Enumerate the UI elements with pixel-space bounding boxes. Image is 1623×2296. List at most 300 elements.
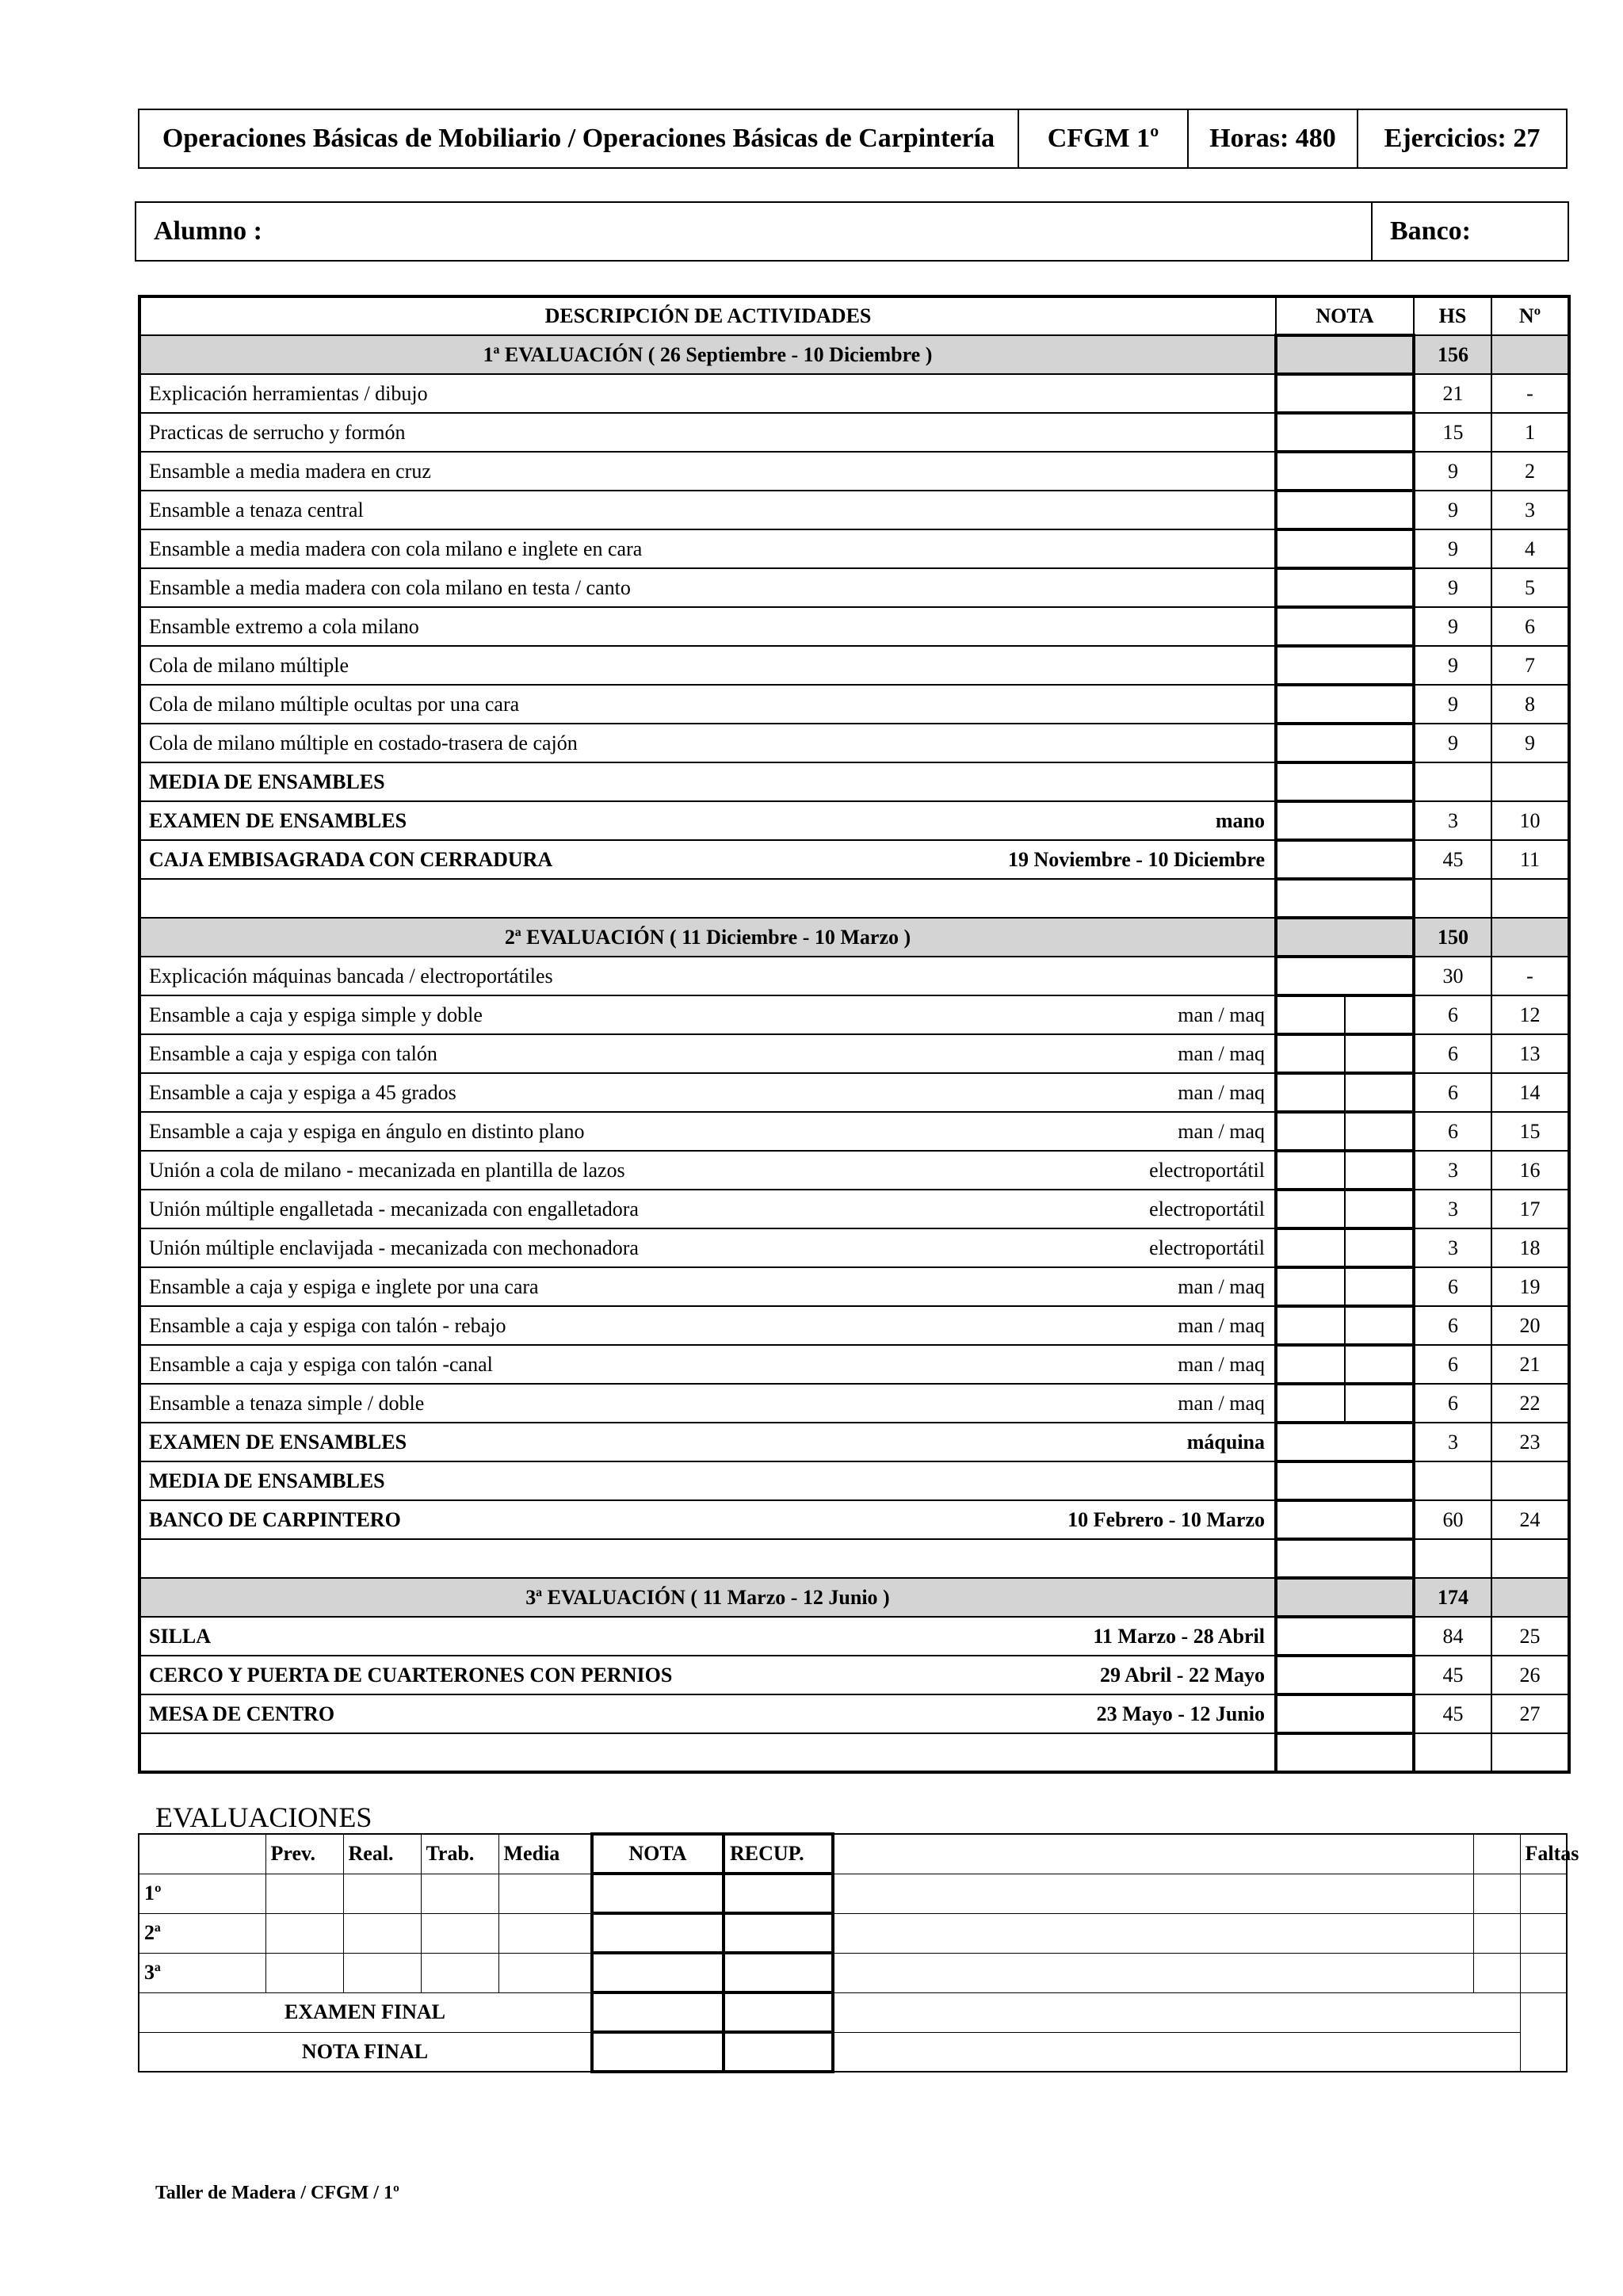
exercise-number: 1 <box>1491 413 1569 452</box>
hours-value: 60 <box>1414 1500 1491 1539</box>
activity-description: Ensamble a media madera con cola milano en testa / canto <box>149 575 631 599</box>
nota-input[interactable] <box>1276 1267 1414 1306</box>
nota-input[interactable] <box>1276 491 1414 529</box>
blank-cell <box>833 1834 1473 1874</box>
grade-input[interactable] <box>421 1953 498 1992</box>
nota-input[interactable] <box>1276 879 1414 918</box>
nota-input[interactable] <box>1276 374 1414 413</box>
hours-value: 84 <box>1414 1617 1491 1656</box>
hours-value: 6 <box>1414 1112 1491 1151</box>
nota-final-row <box>139 2032 1567 2072</box>
nota-machine-input[interactable] <box>1344 1308 1412 1343</box>
blank-cell <box>1491 879 1569 918</box>
nota-input[interactable] <box>1276 1694 1414 1733</box>
activity-description: Ensamble a caja y espiga en ángulo en distinto plano <box>149 1119 585 1143</box>
exercise-number: 8 <box>1491 685 1569 724</box>
nota-machine-input[interactable] <box>1344 1152 1412 1188</box>
grade-input[interactable] <box>421 1874 498 1913</box>
hours-value: 3 <box>1414 801 1491 840</box>
recup-input[interactable] <box>724 1953 833 1992</box>
activity-note: 10 Febrero - 10 Marzo <box>1067 1507 1265 1531</box>
activity-description: Ensamble extremo a cola milano <box>149 614 419 638</box>
column-header: Real. <box>343 1834 421 1874</box>
activity-note: 11 Marzo - 28 Abril <box>1093 1624 1265 1648</box>
nota-input[interactable] <box>1276 452 1414 491</box>
exam-final-row <box>139 1992 1567 2032</box>
blank-cell <box>1473 1913 1520 1953</box>
blank-cell <box>833 1913 1473 1953</box>
exercise-number: 3 <box>1491 491 1569 529</box>
activity-description: Ensamble a caja y espiga simple y doble <box>149 1003 483 1026</box>
nota-input[interactable] <box>1276 1306 1414 1345</box>
exercise-number: 14 <box>1491 1073 1569 1112</box>
activity-cell <box>139 1500 1276 1539</box>
activity-note: man / maq <box>1178 1003 1265 1026</box>
table-row <box>139 452 1569 491</box>
nota-input[interactable] <box>1276 1151 1414 1190</box>
exercise-number: 18 <box>1491 1228 1569 1267</box>
activity-note: man / maq <box>1178 1313 1265 1337</box>
nota-manual-input[interactable] <box>1277 1230 1344 1266</box>
evaluation-row <box>139 1578 1569 1617</box>
evaluation-title: 3ª EVALUACIÓN ( 11 Marzo - 12 Junio ) <box>139 1578 1276 1617</box>
hours-value: 3 <box>1414 1423 1491 1461</box>
nota-input[interactable] <box>592 1913 724 1953</box>
nota-input[interactable] <box>1276 801 1414 840</box>
nota-manual-input[interactable] <box>1277 1114 1344 1149</box>
grade-input[interactable] <box>498 1913 592 1953</box>
evaluation-num <box>1491 1578 1569 1617</box>
activity-note: electroportátil <box>1149 1158 1265 1182</box>
nota-manual-input[interactable] <box>1277 997 1344 1033</box>
hours-value: 9 <box>1414 452 1491 491</box>
table-row <box>139 724 1569 762</box>
activity-cell <box>139 1694 1276 1733</box>
activity-description: Explicación máquinas bancada / electroportátiles <box>149 964 553 988</box>
col-nota-header: NOTA <box>1276 296 1414 335</box>
exercise-number: 15 <box>1491 1112 1569 1151</box>
hours-value: 6 <box>1414 1073 1491 1112</box>
activity-cell <box>139 995 1276 1034</box>
course-title: Operaciones Básicas de Mobiliario / Operaciones Básicas de Carpintería <box>162 124 995 153</box>
hours-value: 9 <box>1414 685 1491 724</box>
nota-input[interactable] <box>1276 1345 1414 1384</box>
nota-input[interactable] <box>1276 1423 1414 1461</box>
table-row <box>139 607 1569 646</box>
activity-description: MEDIA DE ENSAMBLES <box>149 770 385 793</box>
grade-input[interactable] <box>265 1874 343 1913</box>
blank-cell <box>139 1539 1276 1578</box>
column-header: Faltas <box>1520 1834 1567 1874</box>
nota-input[interactable] <box>1276 1034 1414 1073</box>
exercise-number <box>1491 762 1569 801</box>
grade-input[interactable] <box>343 1953 421 1992</box>
activity-description: Cola de milano múltiple <box>149 653 349 677</box>
evaluaciones-table <box>138 1832 1579 2073</box>
nota-input[interactable] <box>1276 607 1414 646</box>
nota-input[interactable] <box>1276 918 1414 957</box>
activity-description: Unión múltiple enclavijada - mecanizada con mechonadora <box>149 1236 639 1259</box>
table-row <box>139 413 1569 452</box>
exercise-number: 19 <box>1491 1267 1569 1306</box>
blank-row <box>139 1539 1569 1578</box>
table-row <box>139 685 1569 724</box>
hours-value: 45 <box>1414 840 1491 879</box>
nota-input[interactable] <box>1276 1733 1414 1772</box>
hours-value: 45 <box>1414 1656 1491 1694</box>
activity-description: BANCO DE CARPINTERO <box>149 1507 401 1531</box>
activity-description: Ensamble a media madera con cola milano e inglete en cara <box>149 537 643 560</box>
nota-input[interactable] <box>1276 1461 1414 1500</box>
blank-cell <box>139 879 1276 918</box>
activity-cell <box>139 1267 1276 1306</box>
nota-input[interactable] <box>1276 646 1414 685</box>
table-row <box>139 1306 1569 1345</box>
evaluation-hours: 174 <box>1414 1578 1491 1617</box>
recup-input[interactable] <box>724 1874 833 1913</box>
nota-machine-input[interactable] <box>1344 1191 1412 1227</box>
evaluation-row <box>139 918 1569 957</box>
activity-note: electroportátil <box>1149 1236 1265 1259</box>
faltas-input[interactable] <box>1520 1913 1567 1953</box>
course-hours: Horas: 480 <box>1188 109 1358 168</box>
table-row <box>139 1345 1569 1384</box>
exercise-number: 9 <box>1491 724 1569 762</box>
blank-cell <box>1414 1733 1491 1772</box>
hours-value: 3 <box>1414 1190 1491 1228</box>
blank-cell <box>1473 1874 1520 1913</box>
nota-input[interactable] <box>1276 1384 1414 1423</box>
evaluation-grade-row <box>139 1913 1567 1953</box>
nota-input[interactable] <box>1276 1578 1414 1617</box>
blank-cell <box>1491 1733 1569 1772</box>
recup-input[interactable] <box>724 1992 833 2032</box>
table-header-row <box>139 296 1569 335</box>
hours-value: 21 <box>1414 374 1491 413</box>
activity-cell <box>139 1423 1276 1461</box>
exercise-number: 26 <box>1491 1656 1569 1694</box>
col-num-header: Nº <box>1491 296 1569 335</box>
blank-row <box>139 1733 1569 1772</box>
activity-cell <box>139 374 1276 413</box>
nota-machine-input[interactable] <box>1344 1036 1412 1072</box>
activity-cell <box>139 1656 1276 1694</box>
media-cell <box>139 1461 1276 1500</box>
blank-cell <box>139 1834 265 1874</box>
activity-note: man / maq <box>1178 1080 1265 1104</box>
hours-value: 6 <box>1414 1384 1491 1423</box>
table-row <box>139 1423 1569 1461</box>
faltas-input[interactable] <box>1520 1953 1567 1992</box>
activity-note: máquina <box>1186 1430 1265 1454</box>
nota-manual-input[interactable] <box>1277 1075 1344 1110</box>
exercise-number: 10 <box>1491 801 1569 840</box>
recup-input[interactable] <box>724 2032 833 2072</box>
nota-input[interactable] <box>1276 1073 1414 1112</box>
table-row <box>139 840 1569 879</box>
nota-input[interactable] <box>1276 1539 1414 1578</box>
final-label: NOTA FINAL <box>139 2032 592 2072</box>
nota-machine-input[interactable] <box>1344 1230 1412 1266</box>
evaluation-title: 1ª EVALUACIÓN ( 26 Septiembre - 10 Diciembre ) <box>139 335 1276 374</box>
blank-cell <box>833 1874 1473 1913</box>
activity-cell <box>139 840 1276 879</box>
exercise-number: 13 <box>1491 1034 1569 1073</box>
activity-note: 29 Abril - 22 Mayo <box>1100 1663 1265 1687</box>
evaluation-grade-row <box>139 1874 1567 1913</box>
activity-description: EXAMEN DE ENSAMBLES <box>149 1430 407 1454</box>
nota-input[interactable] <box>592 1953 724 1992</box>
exercise-number: 20 <box>1491 1306 1569 1345</box>
activity-description: Ensamble a caja y espiga con talón - rebajo <box>149 1313 506 1337</box>
activity-cell <box>139 1306 1276 1345</box>
activity-description: MEDIA DE ENSAMBLES <box>149 1469 385 1492</box>
nota-manual-input[interactable] <box>1277 1308 1344 1343</box>
exercise-number: 5 <box>1491 568 1569 607</box>
col-description-header: DESCRIPCIÓN DE ACTIVIDADES <box>139 296 1276 335</box>
nota-input[interactable] <box>1276 1500 1414 1539</box>
activity-cell <box>139 607 1276 646</box>
hours-value: 30 <box>1414 957 1491 995</box>
activity-note: 23 Mayo - 12 Junio <box>1096 1702 1265 1725</box>
blank-row <box>139 879 1569 918</box>
hours-value: 6 <box>1414 1345 1491 1384</box>
nota-input[interactable] <box>1276 413 1414 452</box>
evaluaciones-header-row <box>139 1834 1567 1874</box>
table-row <box>139 957 1569 995</box>
activity-cell <box>139 491 1276 529</box>
nota-input[interactable] <box>1276 957 1414 995</box>
exercise-number: 6 <box>1491 607 1569 646</box>
exercise-number: 11 <box>1491 840 1569 879</box>
hours-value: 3 <box>1414 1228 1491 1267</box>
nota-input[interactable] <box>1276 1656 1414 1694</box>
column-header: RECUP. <box>724 1834 833 1874</box>
activity-description: CAJA EMBISAGRADA CON CERRADURA <box>149 847 553 871</box>
activity-cell <box>139 452 1276 491</box>
table-row <box>139 1694 1569 1733</box>
activity-cell <box>139 685 1276 724</box>
activity-description: Cola de milano múltiple ocultas por una cara <box>149 692 520 716</box>
activity-cell <box>139 529 1276 568</box>
activity-description: SILLA <box>149 1624 212 1648</box>
table-row <box>139 491 1569 529</box>
blank-cell <box>833 1953 1473 1992</box>
hours-value: 6 <box>1414 1034 1491 1073</box>
exercise-number: - <box>1491 957 1569 995</box>
nota-input[interactable] <box>1276 1112 1414 1151</box>
exercise-number: 23 <box>1491 1423 1569 1461</box>
nota-input[interactable] <box>592 1992 724 2032</box>
exercise-number: 27 <box>1491 1694 1569 1733</box>
activity-description: Ensamble a caja y espiga con talón <box>149 1041 437 1065</box>
table-row <box>139 1151 1569 1190</box>
activity-note: man / maq <box>1178 1352 1265 1376</box>
grade-input[interactable] <box>343 1874 421 1913</box>
activity-cell <box>139 568 1276 607</box>
nota-machine-input[interactable] <box>1344 1075 1412 1110</box>
table-row <box>139 568 1569 607</box>
nota-input[interactable] <box>1276 1190 1414 1228</box>
final-label: EXAMEN FINAL <box>139 1992 592 2032</box>
evaluaciones-title: EVALUACIONES <box>155 1801 372 1833</box>
grade-input[interactable] <box>498 1953 592 1992</box>
table-row <box>139 995 1569 1034</box>
nota-manual-input[interactable] <box>1277 1385 1344 1421</box>
activity-description: Ensamble a caja y espiga e inglete por una cara <box>149 1274 539 1298</box>
hours-value: 6 <box>1414 1306 1491 1345</box>
activity-cell <box>139 1345 1276 1384</box>
table-row <box>139 1228 1569 1267</box>
column-header: Media <box>498 1834 592 1874</box>
activities-table <box>138 295 1571 1774</box>
table-row <box>139 1656 1569 1694</box>
evaluation-num <box>1491 335 1569 374</box>
hours-value: 45 <box>1414 1694 1491 1733</box>
activity-cell <box>139 1190 1276 1228</box>
nota-input[interactable] <box>592 2032 724 2072</box>
activity-cell <box>139 1151 1276 1190</box>
table-row <box>139 374 1569 413</box>
nota-input[interactable] <box>1276 762 1414 801</box>
table-row <box>139 1617 1569 1656</box>
alumno-field[interactable]: Alumno : <box>154 216 262 246</box>
nota-machine-input[interactable] <box>1344 1269 1412 1305</box>
blank-cell <box>1414 879 1491 918</box>
table-row <box>139 529 1569 568</box>
exercise-number <box>1491 1461 1569 1500</box>
footer-text: Taller de Madera / CFGM / 1º <box>155 2183 399 2203</box>
row-label: 1º <box>139 1874 265 1913</box>
nota-input[interactable] <box>592 1874 724 1913</box>
activity-description: Ensamble a tenaza simple / doble <box>149 1391 425 1415</box>
evaluation-row <box>139 335 1569 374</box>
activity-description: Practicas de serrucho y formón <box>149 420 406 444</box>
activity-note: 19 Noviembre - 10 Diciembre <box>1008 847 1265 871</box>
exercise-number: 16 <box>1491 1151 1569 1190</box>
activity-note: man / maq <box>1178 1274 1265 1298</box>
col-hs-header: HS <box>1414 296 1491 335</box>
column-header: Prev. <box>265 1834 343 1874</box>
exercise-number: 17 <box>1491 1190 1569 1228</box>
nota-manual-input[interactable] <box>1277 1269 1344 1305</box>
activity-cell <box>139 1112 1276 1151</box>
activity-description: Ensamble a media madera en cruz <box>149 459 431 483</box>
grade-input[interactable] <box>343 1913 421 1953</box>
nota-manual-input[interactable] <box>1277 1191 1344 1227</box>
nota-machine-input[interactable] <box>1344 997 1412 1033</box>
nota-input[interactable] <box>1276 840 1414 879</box>
grade-input[interactable] <box>265 1913 343 1953</box>
activity-note: mano <box>1215 808 1265 832</box>
activity-cell <box>139 1034 1276 1073</box>
hours-value: 9 <box>1414 568 1491 607</box>
nota-input[interactable] <box>1276 724 1414 762</box>
activity-description: Explicación herramientas / dibujo <box>149 381 428 405</box>
recup-input[interactable] <box>724 1913 833 1953</box>
blank-cell <box>1473 1834 1520 1874</box>
hours-value: 9 <box>1414 529 1491 568</box>
table-row <box>139 1267 1569 1306</box>
activity-note: man / maq <box>1178 1041 1265 1065</box>
faltas-input[interactable] <box>1520 1874 1567 1913</box>
nota-input[interactable] <box>1276 529 1414 568</box>
nota-input[interactable] <box>1276 685 1414 724</box>
activity-cell <box>139 1073 1276 1112</box>
table-row <box>139 1034 1569 1073</box>
hours-value: 9 <box>1414 491 1491 529</box>
activity-cell <box>139 413 1276 452</box>
exercise-number: 12 <box>1491 995 1569 1034</box>
evaluation-num <box>1491 918 1569 957</box>
blank-cell <box>833 1992 1520 2032</box>
activity-cell <box>139 1617 1276 1656</box>
activity-description: Cola de milano múltiple en costado-trasera de cajón <box>149 731 578 755</box>
banco-field[interactable]: Banco: <box>1372 202 1568 261</box>
nota-input[interactable] <box>1276 995 1414 1034</box>
evaluation-title: 2ª EVALUACIÓN ( 11 Diciembre - 10 Marzo ) <box>139 918 1276 957</box>
activity-cell <box>139 1384 1276 1423</box>
hours-value <box>1414 1461 1491 1500</box>
activity-cell <box>139 1228 1276 1267</box>
row-label: 3ª <box>139 1953 265 1992</box>
nota-machine-input[interactable] <box>1344 1347 1412 1382</box>
activity-note: man / maq <box>1178 1391 1265 1415</box>
grade-input[interactable] <box>265 1953 343 1992</box>
activity-description: MESA DE CENTRO <box>149 1702 335 1725</box>
exercise-number: 4 <box>1491 529 1569 568</box>
row-label: 2ª <box>139 1913 265 1953</box>
activity-description: Unión múltiple engalletada - mecanizada con engalletadora <box>149 1197 639 1221</box>
course-header <box>138 109 1568 169</box>
nota-manual-input[interactable] <box>1277 1347 1344 1382</box>
table-row <box>139 801 1569 840</box>
media-cell <box>139 762 1276 801</box>
nota-input[interactable] <box>1276 1228 1414 1267</box>
nota-input[interactable] <box>1276 1617 1414 1656</box>
course-level: CFGM 1º <box>1018 109 1188 168</box>
exercise-number: 22 <box>1491 1384 1569 1423</box>
activity-description: CERCO Y PUERTA DE CUARTERONES CON PERNIOS <box>149 1663 673 1687</box>
exercise-number: 2 <box>1491 452 1569 491</box>
grade-input[interactable] <box>498 1874 592 1913</box>
activity-description: EXAMEN DE ENSAMBLES <box>149 808 407 832</box>
activity-description: Ensamble a tenaza central <box>149 498 364 521</box>
table-row <box>139 1073 1569 1112</box>
hours-value <box>1414 762 1491 801</box>
exercise-number: 7 <box>1491 646 1569 685</box>
hours-value: 9 <box>1414 607 1491 646</box>
blank-cell <box>1473 1953 1520 1992</box>
hours-value: 9 <box>1414 646 1491 685</box>
nota-manual-input[interactable] <box>1277 1036 1344 1072</box>
blank-cell <box>1414 1539 1491 1578</box>
evaluation-hours: 150 <box>1414 918 1491 957</box>
exercise-number: 25 <box>1491 1617 1569 1656</box>
hours-value: 3 <box>1414 1151 1491 1190</box>
activity-description: Ensamble a caja y espiga con talón -canal <box>149 1352 493 1376</box>
activity-description: Ensamble a caja y espiga a 45 grados <box>149 1080 456 1104</box>
nota-input[interactable] <box>1276 335 1414 374</box>
nota-machine-input[interactable] <box>1344 1114 1412 1149</box>
table-row <box>139 1190 1569 1228</box>
student-box <box>135 201 1569 262</box>
nota-machine-input[interactable] <box>1344 1385 1412 1421</box>
blank-cell <box>139 1733 1276 1772</box>
nota-manual-input[interactable] <box>1277 1152 1344 1188</box>
nota-input[interactable] <box>1276 568 1414 607</box>
grade-input[interactable] <box>421 1913 498 1953</box>
